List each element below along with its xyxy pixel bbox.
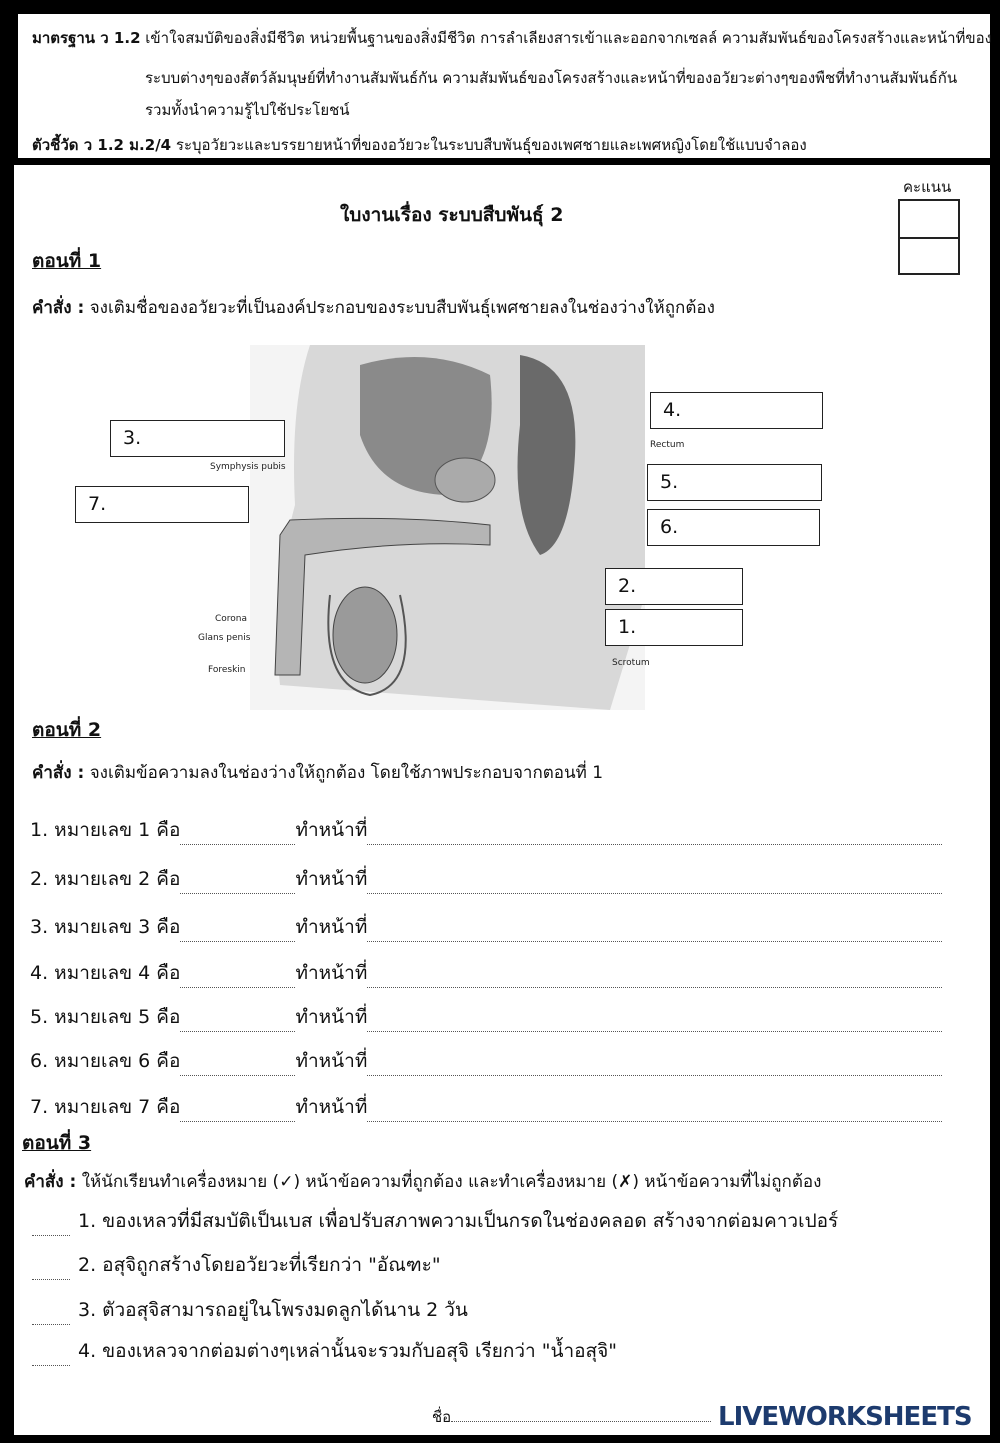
answer-box-7[interactable]: 7. — [75, 486, 249, 523]
answer-box-4[interactable]: 4. — [650, 392, 823, 429]
row-label: 3. หมายเลข 3 คือ — [30, 916, 181, 938]
row-label: 7. หมายเลข 7 คือ — [30, 1096, 181, 1118]
part2-heading: ตอนที่ 2 — [32, 719, 102, 741]
row-label: 2. หมายเลข 2 คือ — [30, 868, 181, 890]
true-false-item — [32, 1336, 617, 1366]
function-blank[interactable] — [367, 1105, 942, 1122]
true-false-item — [32, 1295, 468, 1325]
mark-blank[interactable] — [32, 1308, 70, 1325]
true-false-item — [32, 1250, 441, 1280]
statement: 1. ของเหลวที่มีสมบัติเป็นเบส เพื่อปรับสภาพความเป็นกรดในช่องคลอด สร้างจากต่อมคาวเปอร์ — [78, 1210, 839, 1232]
indicator: ตัวชี้วัด ว 1.2 ม.2/4 ระบุอวัยวะและบรรยายหน้าที่ของอวัยวะในระบบสืบพันธุ์ของเพศชายและเพศหญิงโดยใช้แบบจำลอง — [32, 136, 807, 154]
function-blank[interactable] — [367, 1015, 942, 1032]
answer-box-2[interactable]: 2. — [605, 568, 743, 605]
liveworksheets-logo: LIVEWORKSHEETS — [718, 1402, 972, 1432]
male-reproductive-diagram — [250, 345, 645, 710]
function-blank[interactable] — [367, 828, 942, 845]
part2-instruction: คำสั่ง : จงเติมข้อความลงในช่องว่างให้ถูกต้อง โดยใช้ภาพประกอบจากตอนที่ 1 — [32, 763, 604, 783]
part2-row — [30, 1002, 942, 1032]
function-label: ทำหน้าที่ — [295, 916, 368, 938]
part3-instruction: คำสั่ง : ให้นักเรียนทำเครื่องหมาย (✓) หน้าข้อความที่ถูกต้อง และทำเครื่องหมาย (✗) หน้าข้อความที่ไม่ถูกต้อง — [24, 1172, 822, 1192]
function-label: ทำหน้าที่ — [295, 962, 368, 984]
organ-blank[interactable] — [180, 1015, 295, 1032]
score-box[interactable] — [898, 199, 960, 275]
answer-box-5[interactable]: 5. — [647, 464, 822, 501]
mark-blank[interactable] — [32, 1349, 70, 1366]
statement: 3. ตัวอสุจิสามารถอยู่ในโพรงมดลูกได้นาน 2 วัน — [78, 1299, 468, 1321]
organ-blank[interactable] — [180, 828, 295, 845]
row-label: 6. หมายเลข 6 คือ — [30, 1050, 181, 1072]
function-blank[interactable] — [367, 971, 942, 988]
part2-row — [30, 912, 942, 942]
organ-blank[interactable] — [180, 971, 295, 988]
label-scrotum: Scrotum — [612, 658, 650, 668]
part3-heading: ตอนที่ 3 — [22, 1132, 92, 1154]
part2-row — [30, 958, 942, 988]
function-label: ทำหน้าที่ — [295, 1096, 368, 1118]
label-symphysis: Symphysis pubis — [210, 462, 286, 472]
score-label: คะแนน — [903, 178, 952, 196]
function-label: ทำหน้าที่ — [295, 1050, 368, 1072]
function-label: ทำหน้าที่ — [295, 1006, 368, 1028]
mark-blank[interactable] — [32, 1263, 70, 1280]
standard-line1: มาตรฐาน ว 1.2 เข้าใจสมบัติของสิ่งมีชีวิต หน่วยพื้นฐานของสิ่งมีชีวิต การลำเลียงสารเข้าและออกจากเซลล์ ความสัมพันธ์ของโครงสร้างและหน้าที่ของ — [32, 29, 992, 47]
part2-row — [30, 1092, 942, 1122]
label-corona: Corona — [215, 614, 248, 624]
part1-instruction: คำสั่ง : จงเติมชื่อของอวัยวะที่เป็นองค์ประกอบของระบบสืบพันธุ์เพศชายลงในช่องว่างให้ถูกต้อง — [32, 298, 715, 318]
answer-box-1[interactable]: 1. — [605, 609, 743, 646]
part2-row — [30, 864, 942, 894]
row-label: 5. หมายเลข 5 คือ — [30, 1006, 181, 1028]
part2-row — [30, 815, 942, 845]
organ-blank[interactable] — [180, 1059, 295, 1076]
label-foreskin: Foreskin — [208, 665, 246, 675]
standard-line3: รวมทั้งนำความรู้ไปใช้ประโยชน์ — [145, 101, 350, 119]
function-blank[interactable] — [367, 877, 942, 894]
organ-blank[interactable] — [180, 925, 295, 942]
label-glans: Glans penis — [198, 633, 251, 643]
function-label: ทำหน้าที่ — [295, 819, 368, 841]
part1-heading: ตอนที่ 1 — [32, 250, 102, 272]
mark-blank[interactable] — [32, 1219, 70, 1236]
row-label: 4. หมายเลข 4 คือ — [30, 962, 181, 984]
function-blank[interactable] — [367, 1059, 942, 1076]
label-rectum: Rectum — [650, 440, 685, 450]
standard-line2: ระบบต่างๆของสัตว์ลัมนุษย์ที่ทำงานสัมพันธ์กัน ความสัมพันธ์ของโครงสร้างและหน้าที่ของอวัยวะต่างๆของพืชที่ทำงานสัมพันธ์กัน — [145, 69, 958, 87]
worksheet-title: ใบงานเรื่อง ระบบสืบพันธุ์ 2 — [340, 204, 564, 226]
statement: 2. อสุจิถูกสร้างโดยอวัยวะที่เรียกว่า "อัณฑะ" — [78, 1254, 441, 1276]
true-false-item — [32, 1206, 838, 1236]
part2-row — [30, 1046, 942, 1076]
statement: 4. ของเหลวจากต่อมต่างๆเหล่านั้นจะรวมกับอสุจิ เรียกว่า "น้ำอสุจิ" — [78, 1340, 618, 1362]
name-field[interactable]: ชื่อ — [432, 1405, 711, 1429]
row-label: 1. หมายเลข 1 คือ — [30, 819, 181, 841]
answer-box-3[interactable]: 3. — [110, 420, 285, 457]
answer-box-6[interactable]: 6. — [647, 509, 820, 546]
function-blank[interactable] — [367, 925, 942, 942]
organ-blank[interactable] — [180, 877, 295, 894]
function-label: ทำหน้าที่ — [295, 868, 368, 890]
organ-blank[interactable] — [180, 1105, 295, 1122]
